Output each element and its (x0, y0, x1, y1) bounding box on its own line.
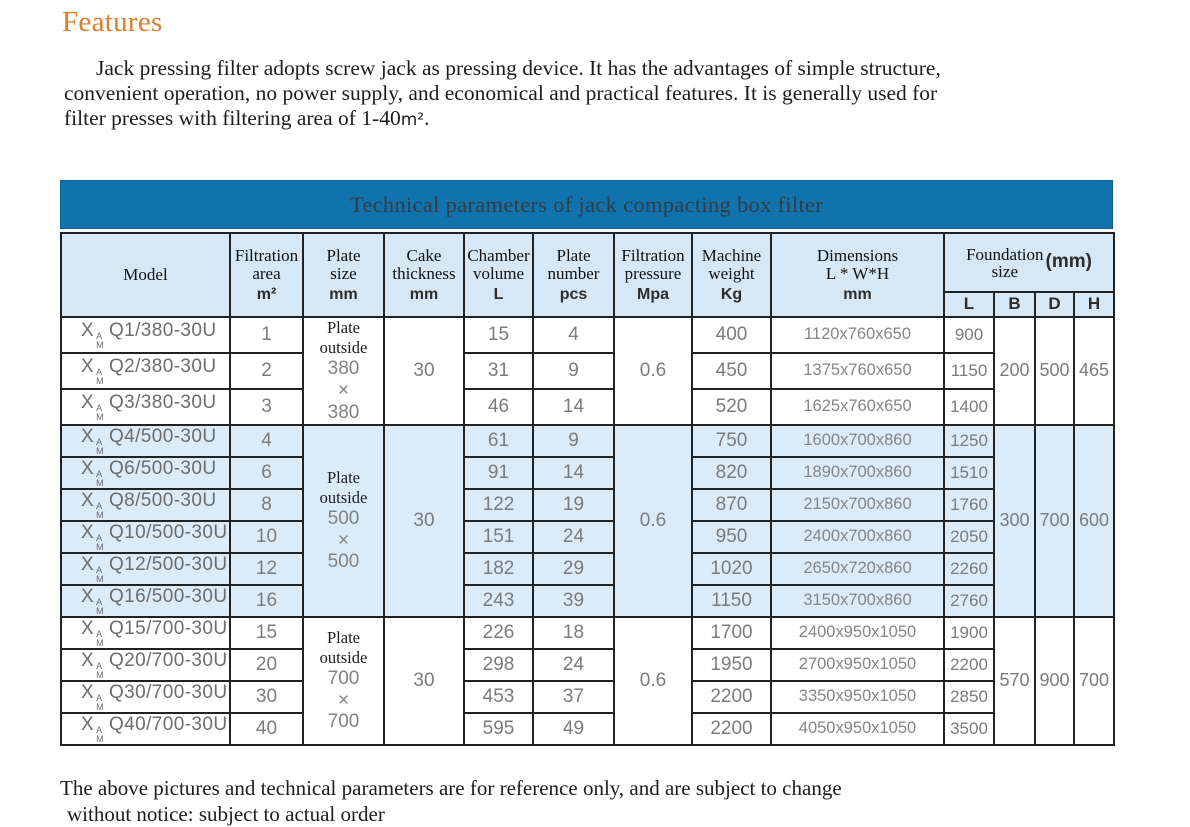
foundation-l-cell: 1760 (944, 489, 994, 521)
area-cell: 15 (230, 617, 303, 649)
cake-thickness-cell: 30 (384, 425, 464, 617)
table-row (61, 553, 1114, 585)
dimensions-cell: 4050x950x1050 (771, 713, 944, 745)
chamber-volume-cell: 122 (464, 489, 533, 521)
foundation-h-cell: 700 (1074, 617, 1114, 745)
table-row (61, 425, 1114, 457)
technical-parameters-table (60, 232, 1115, 746)
table-row (61, 713, 1114, 745)
col-header-foundation-h: H (1074, 292, 1114, 317)
area-cell: 10 (230, 521, 303, 553)
col-header-plate-number: Plate number pcs (533, 233, 614, 317)
foundation-l-cell: 1900 (944, 617, 994, 649)
foundation-l-cell: 1150 (944, 353, 994, 389)
chamber-volume-cell: 595 (464, 713, 533, 745)
chamber-volume-cell: 226 (464, 617, 533, 649)
intro-paragraph (64, 56, 1190, 133)
chamber-volume-cell: 151 (464, 521, 533, 553)
col-header-foundation-l: L (944, 292, 994, 317)
table-title: Technical parameters of jack compacting box filter (349, 191, 824, 217)
col-header-foundation-size: Foundation size (mm) (944, 233, 1114, 292)
weight-cell: 1950 (692, 649, 771, 681)
dimensions-cell: 1890x700x860 (771, 457, 944, 489)
foundation-l-cell: 900 (944, 317, 994, 353)
page-title: Features (62, 6, 163, 38)
model-cell: X A M Q6/500-30U (61, 457, 230, 489)
area-cell: 16 (230, 585, 303, 617)
model-cell: X A M Q12/500-30U (61, 553, 230, 585)
col-header-model: Model (61, 233, 230, 317)
weight-cell: 2200 (692, 713, 771, 745)
model-cell: X A M Q4/500-30U (61, 425, 230, 457)
model-cell: X A M Q8/500-30U (61, 489, 230, 521)
weight-cell: 950 (692, 521, 771, 553)
dimensions-cell: 2700x950x1050 (771, 649, 944, 681)
weight-cell: 450 (692, 353, 771, 389)
plate-number-cell: 9 (533, 353, 614, 389)
table-row (61, 389, 1114, 425)
plate-number-cell: 19 (533, 489, 614, 521)
model-cell: X A M Q16/500-30U (61, 585, 230, 617)
foundation-l-cell: 1510 (944, 457, 994, 489)
table-row (61, 489, 1114, 521)
dimensions-cell: 1600x700x860 (771, 425, 944, 457)
table-row (61, 353, 1114, 389)
plate-number-cell: 24 (533, 521, 614, 553)
foundation-l-cell: 2050 (944, 521, 994, 553)
col-header-filtration-area: Filtration area m² (230, 233, 303, 317)
foundation-l-cell: 3500 (944, 713, 994, 745)
table-row (61, 317, 1114, 353)
area-cell: 4 (230, 425, 303, 457)
foundation-l-cell: 1250 (944, 425, 994, 457)
text-line: without notice: subject to actual order (67, 801, 385, 826)
dimensions-cell: 3150x700x860 (771, 585, 944, 617)
area-cell: 20 (230, 649, 303, 681)
dimensions-cell: 3350x950x1050 (771, 681, 944, 713)
text-line: Jack pressing filter adopts screw jack as pressing device. It has the advantages of simple structure, (96, 56, 941, 80)
table-row (61, 681, 1114, 713)
plate-number-cell: 14 (533, 457, 614, 489)
chamber-volume-cell: 31 (464, 353, 533, 389)
chamber-volume-cell: 15 (464, 317, 533, 353)
table-row (61, 457, 1114, 489)
model-cell: X A M Q1/380-30U (61, 317, 230, 353)
table-row (61, 617, 1114, 649)
weight-cell: 870 (692, 489, 771, 521)
table-title-bar (60, 180, 1113, 229)
area-cell: 3 (230, 389, 303, 425)
model-cell: X A M Q20/700-30U (61, 649, 230, 681)
chamber-volume-cell: 46 (464, 389, 533, 425)
foundation-l-cell: 2850 (944, 681, 994, 713)
plate-number-cell: 14 (533, 389, 614, 425)
col-header-plate-size: Plate size mm (303, 233, 384, 317)
foundation-h-cell: 600 (1074, 425, 1114, 617)
chamber-volume-cell: 91 (464, 457, 533, 489)
foundation-b-cell: 570 (994, 617, 1035, 745)
chamber-volume-cell: 182 (464, 553, 533, 585)
area-cell: 2 (230, 353, 303, 389)
pressure-cell: 0.6 (614, 425, 692, 617)
table-row (61, 649, 1114, 681)
col-header-chamber-volume: Chamber volume L (464, 233, 533, 317)
plate-number-cell: 29 (533, 553, 614, 585)
plate-number-cell: 24 (533, 649, 614, 681)
area-cell: 30 (230, 681, 303, 713)
foundation-l-cell: 2760 (944, 585, 994, 617)
col-header-foundation-d: D (1035, 292, 1074, 317)
dimensions-cell: 2400x950x1050 (771, 617, 944, 649)
foundation-l-cell: 1400 (944, 389, 994, 425)
plate-number-cell: 37 (533, 681, 614, 713)
area-cell: 12 (230, 553, 303, 585)
weight-cell: 400 (692, 317, 771, 353)
area-cell: 8 (230, 489, 303, 521)
col-header-foundation-b: B (994, 292, 1035, 317)
model-cell: X A M Q10/500-30U (61, 521, 230, 553)
dimensions-cell: 1375x760x650 (771, 353, 944, 389)
foundation-d-cell: 500 (1035, 317, 1074, 425)
area-cell: 40 (230, 713, 303, 745)
text-line: convenient operation, no power supply, and economical and practical features. It is generally used for (64, 81, 938, 105)
text-line: filter presses with filtering area of 1-40m². (64, 106, 430, 130)
foundation-b-cell: 300 (994, 425, 1035, 617)
foundation-l-cell: 2200 (944, 649, 994, 681)
foundation-h-cell: 465 (1074, 317, 1114, 425)
cake-thickness-cell: 30 (384, 317, 464, 425)
model-cell: X A M Q15/700-30U (61, 617, 230, 649)
chamber-volume-cell: 453 (464, 681, 533, 713)
plate-number-cell: 39 (533, 585, 614, 617)
plate-number-cell: 9 (533, 425, 614, 457)
chamber-volume-cell: 61 (464, 425, 533, 457)
col-header-filtration-pressure: Filtration pressure Mpa (614, 233, 692, 317)
cake-thickness-cell: 30 (384, 617, 464, 745)
area-cell: 6 (230, 457, 303, 489)
plate-size-cell: Plate outside 500 × 500 (303, 425, 384, 617)
chamber-volume-cell: 243 (464, 585, 533, 617)
dimensions-cell: 2650x720x860 (771, 553, 944, 585)
square-meter-unit: m² (400, 110, 425, 130)
dimensions-cell: 2150x700x860 (771, 489, 944, 521)
plate-number-cell: 4 (533, 317, 614, 353)
foundation-d-cell: 900 (1035, 617, 1074, 745)
foundation-l-cell: 2260 (944, 553, 994, 585)
parameters-table (60, 180, 1113, 746)
model-cell: X A M Q30/700-30U (61, 681, 230, 713)
foundation-d-cell: 700 (1035, 425, 1074, 617)
col-header-dimensions: Dimensions L * W*H mm (771, 233, 944, 317)
area-cell: 1 (230, 317, 303, 353)
disclaimer-paragraph (60, 775, 1190, 827)
plate-number-cell: 18 (533, 617, 614, 649)
plate-size-cell: Plate outside 700 × 700 (303, 617, 384, 745)
plate-number-cell: 49 (533, 713, 614, 745)
plate-size-cell: Plate outside 380 × 380 (303, 317, 384, 425)
weight-cell: 1700 (692, 617, 771, 649)
text-line: The above pictures and technical parameters are for reference only, and are subject to change (60, 775, 842, 800)
weight-cell: 820 (692, 457, 771, 489)
chamber-volume-cell: 298 (464, 649, 533, 681)
weight-cell: 750 (692, 425, 771, 457)
weight-cell: 1150 (692, 585, 771, 617)
model-cell: X A M Q3/380-30U (61, 389, 230, 425)
model-cell: X A M Q40/700-30U (61, 713, 230, 745)
pressure-cell: 0.6 (614, 617, 692, 745)
weight-cell: 2200 (692, 681, 771, 713)
table-row (61, 585, 1114, 617)
foundation-b-cell: 200 (994, 317, 1035, 425)
dimensions-cell: 1120x760x650 (771, 317, 944, 353)
pressure-cell: 0.6 (614, 317, 692, 425)
model-cell: X A M Q2/380-30U (61, 353, 230, 389)
col-header-machine-weight: Machine weight Kg (692, 233, 771, 317)
table-row (61, 521, 1114, 553)
weight-cell: 520 (692, 389, 771, 425)
weight-cell: 1020 (692, 553, 771, 585)
dimensions-cell: 2400x700x860 (771, 521, 944, 553)
col-header-cake-thickness: Cake thickness mm (384, 233, 464, 317)
dimensions-cell: 1625x760x650 (771, 389, 944, 425)
